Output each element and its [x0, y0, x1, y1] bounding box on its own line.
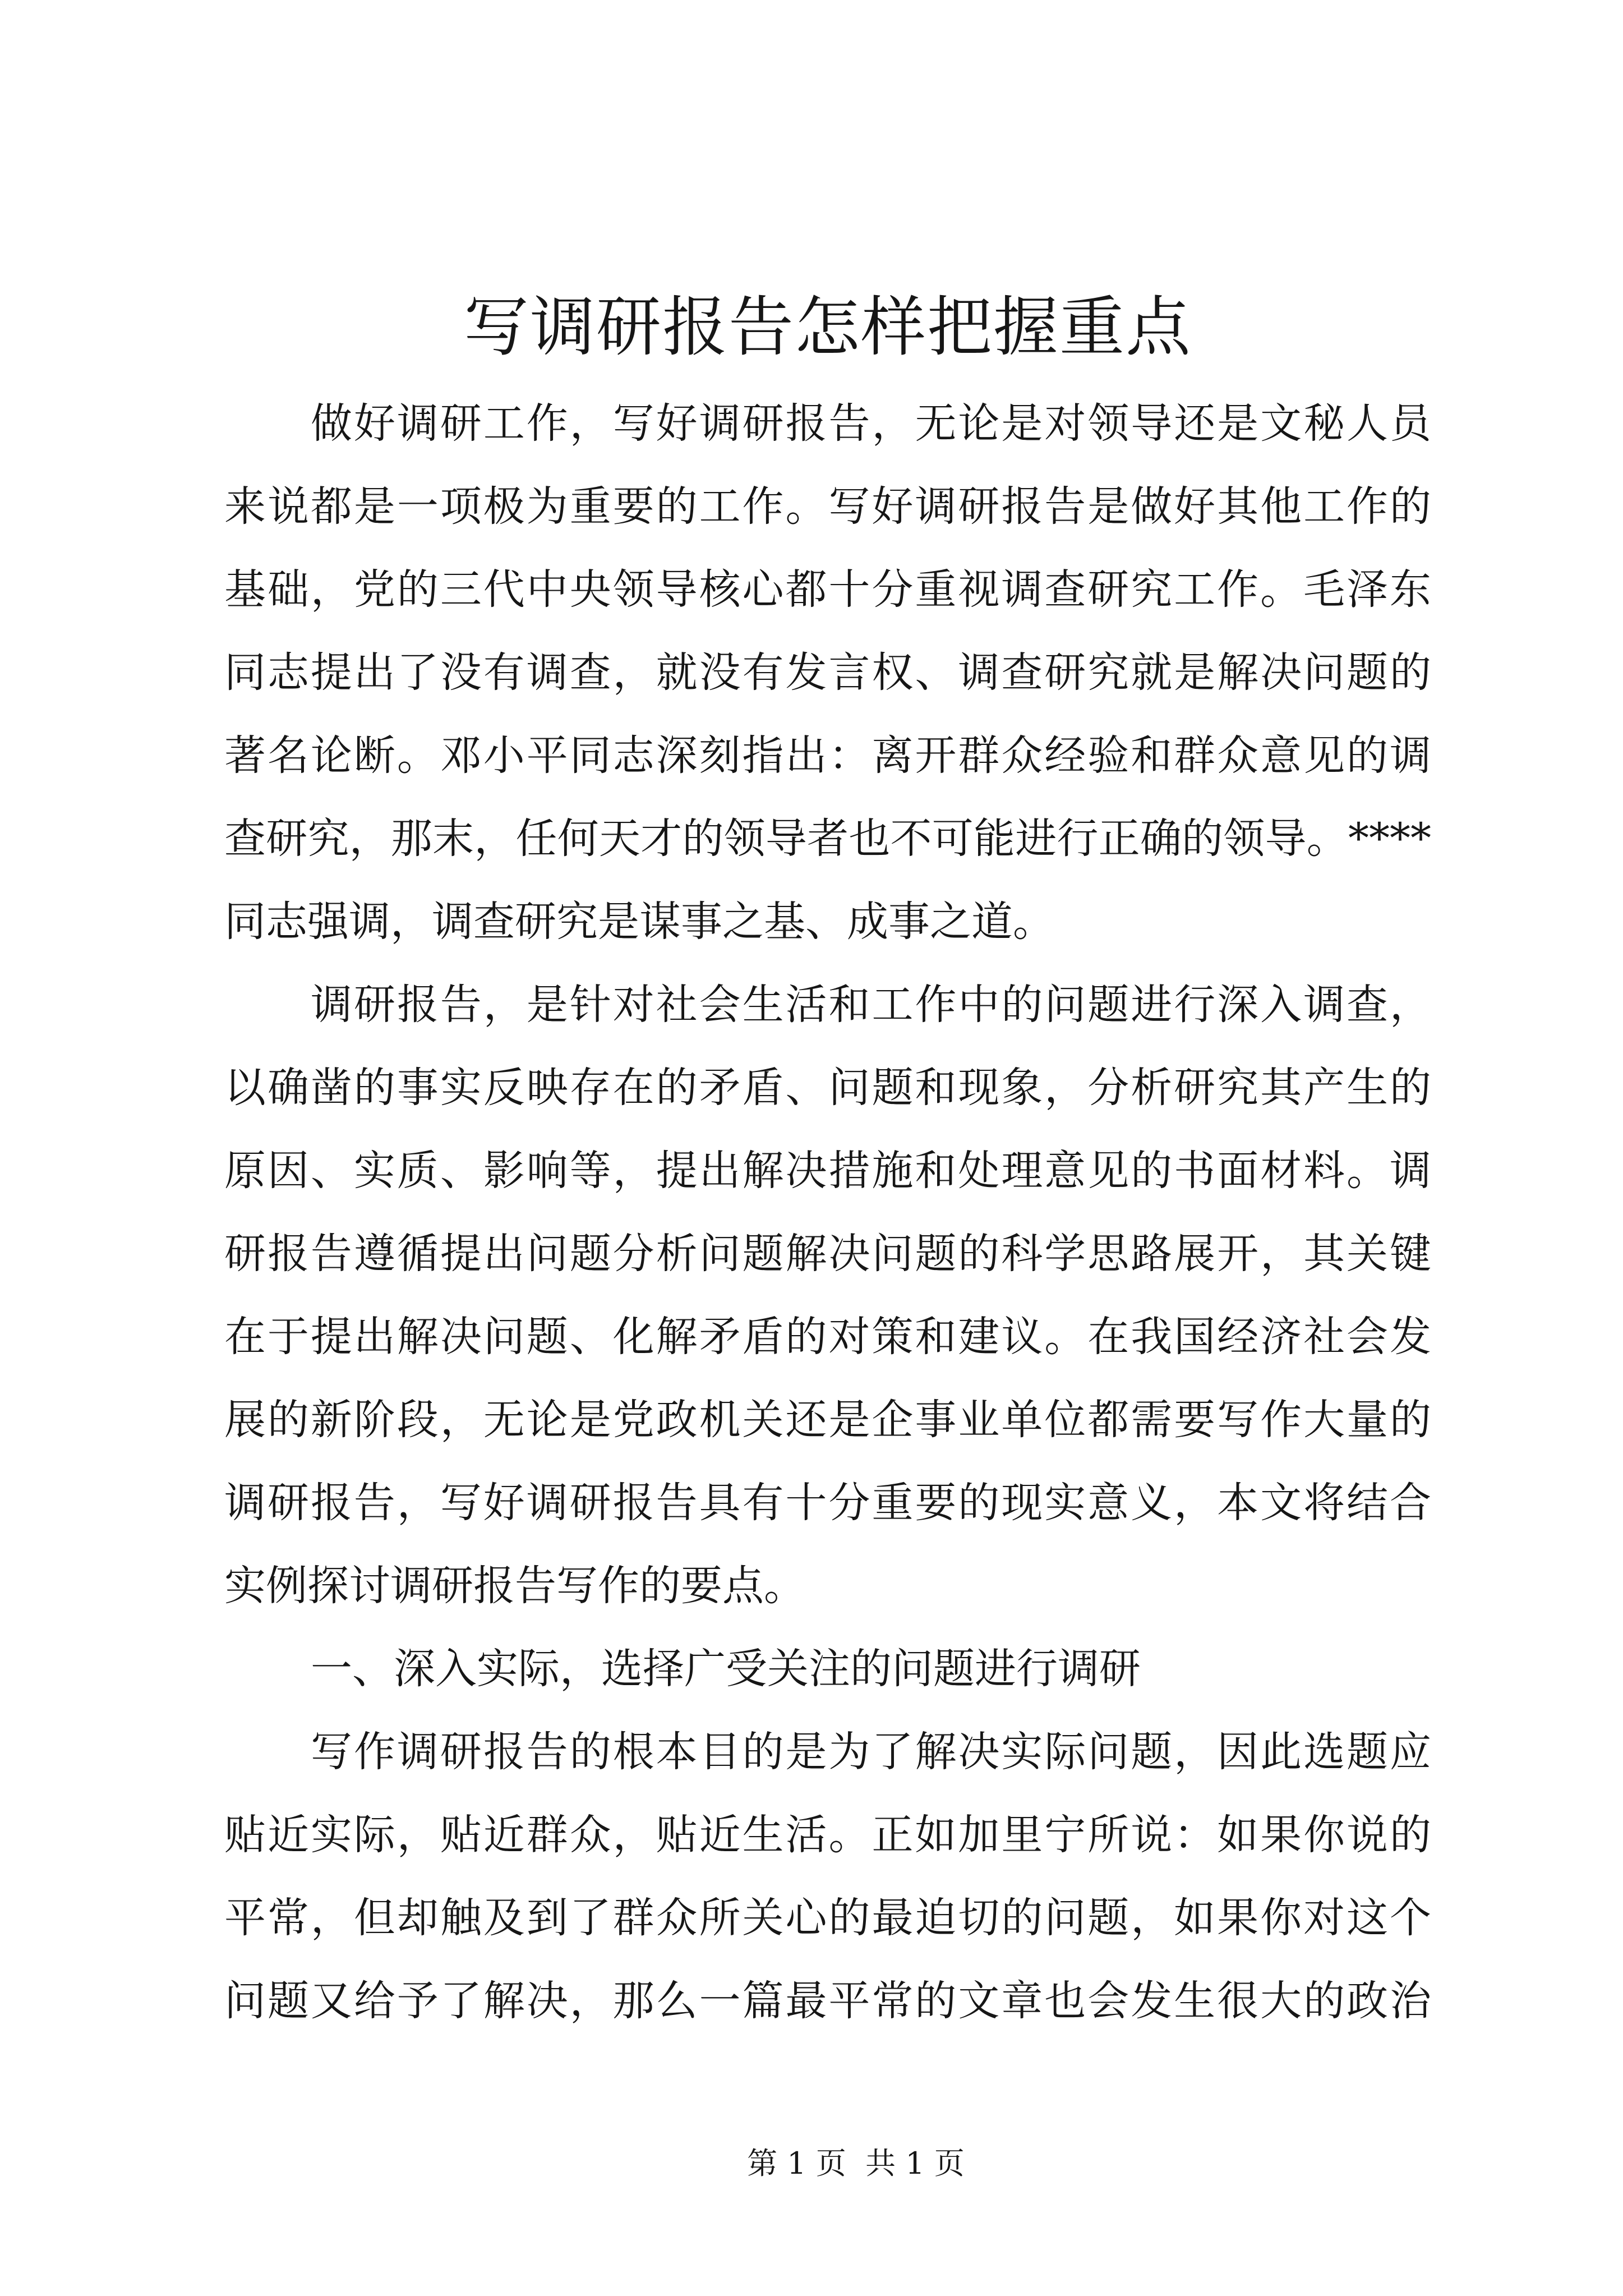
- paragraph-line: 写作调研报告的根本目的是为了解决实际问题，因此选题应: [311, 1728, 1431, 1776]
- paragraph-line: 在于提出解决问题、化解矛盾的对策和建议。在我国经济社会发: [224, 1313, 1431, 1361]
- paragraph-line: 以确凿的事实反映存在的矛盾、问题和现象，分析研究其产生的: [224, 1064, 1431, 1112]
- paragraph-line: 调研报告，写好调研报告具有十分重要的现实意义，本文将结合: [224, 1479, 1431, 1527]
- document-title: 写调研报告怎样把握重点: [464, 289, 1192, 365]
- section-heading-block: [224, 1627, 1431, 1710]
- paragraph-line: 做好调研工作，写好调研报告，无论是对领导还是文秘人员: [311, 399, 1431, 448]
- section-heading: 一、深入实际，选择广受关注的问题进行调研: [311, 1645, 1141, 1693]
- paragraph-line: 展的新阶段，无论是党政机关还是企事业单位都需要写作大量的: [224, 1396, 1431, 1444]
- paragraph-line: 贴近实际，贴近群众，贴近生活。正如加里宁所说：如果你说的: [224, 1811, 1431, 1859]
- paragraph-2: [224, 963, 1431, 1627]
- paragraph-line: 来说都是一项极为重要的工作。写好调研报告是做好其他工作的: [224, 482, 1431, 531]
- paragraph-line: 研报告遵循提出问题分析问题解决问题的科学思路展开，其关键: [224, 1230, 1431, 1278]
- paragraph-line: 实例探讨调研报告写作的要点。: [224, 1562, 805, 1610]
- paragraph-line: 平常，但却触及到了群众所关心的最迫切的问题，如果你对这个: [224, 1894, 1431, 1942]
- page-footer: 第 1 页 共 1 页: [747, 2146, 965, 2181]
- paragraph-3: [224, 1710, 1431, 2042]
- paragraph-1: [224, 382, 1431, 963]
- document-body: [224, 382, 1431, 2042]
- paragraph-line: 著名论断。邓小平同志深刻指出：离开群众经验和群众意见的调: [224, 731, 1431, 780]
- paragraph-line: 查研究，那末，任何天才的领导者也不可能进行正确的领导。****: [224, 815, 1431, 863]
- paragraph-line: 原因、实质、影响等，提出解决措施和处理意见的书面材料。调: [224, 1147, 1431, 1195]
- paragraph-line: 调研报告，是针对社会生活和工作中的问题进行深入调查，: [311, 981, 1431, 1029]
- paragraph-line: 基础，党的三代中央领导核心都十分重视调查研究工作。毛泽东: [224, 565, 1431, 614]
- paragraph-line: 同志强调，调查研究是谋事之基、成事之道。: [224, 898, 1054, 946]
- paragraph-line: 同志提出了没有调查，就没有发言权、调查研究就是解决问题的: [224, 648, 1431, 697]
- paragraph-line: 问题又给予了解决，那么一篇最平常的文章也会发生很大的政治: [224, 1977, 1431, 2025]
